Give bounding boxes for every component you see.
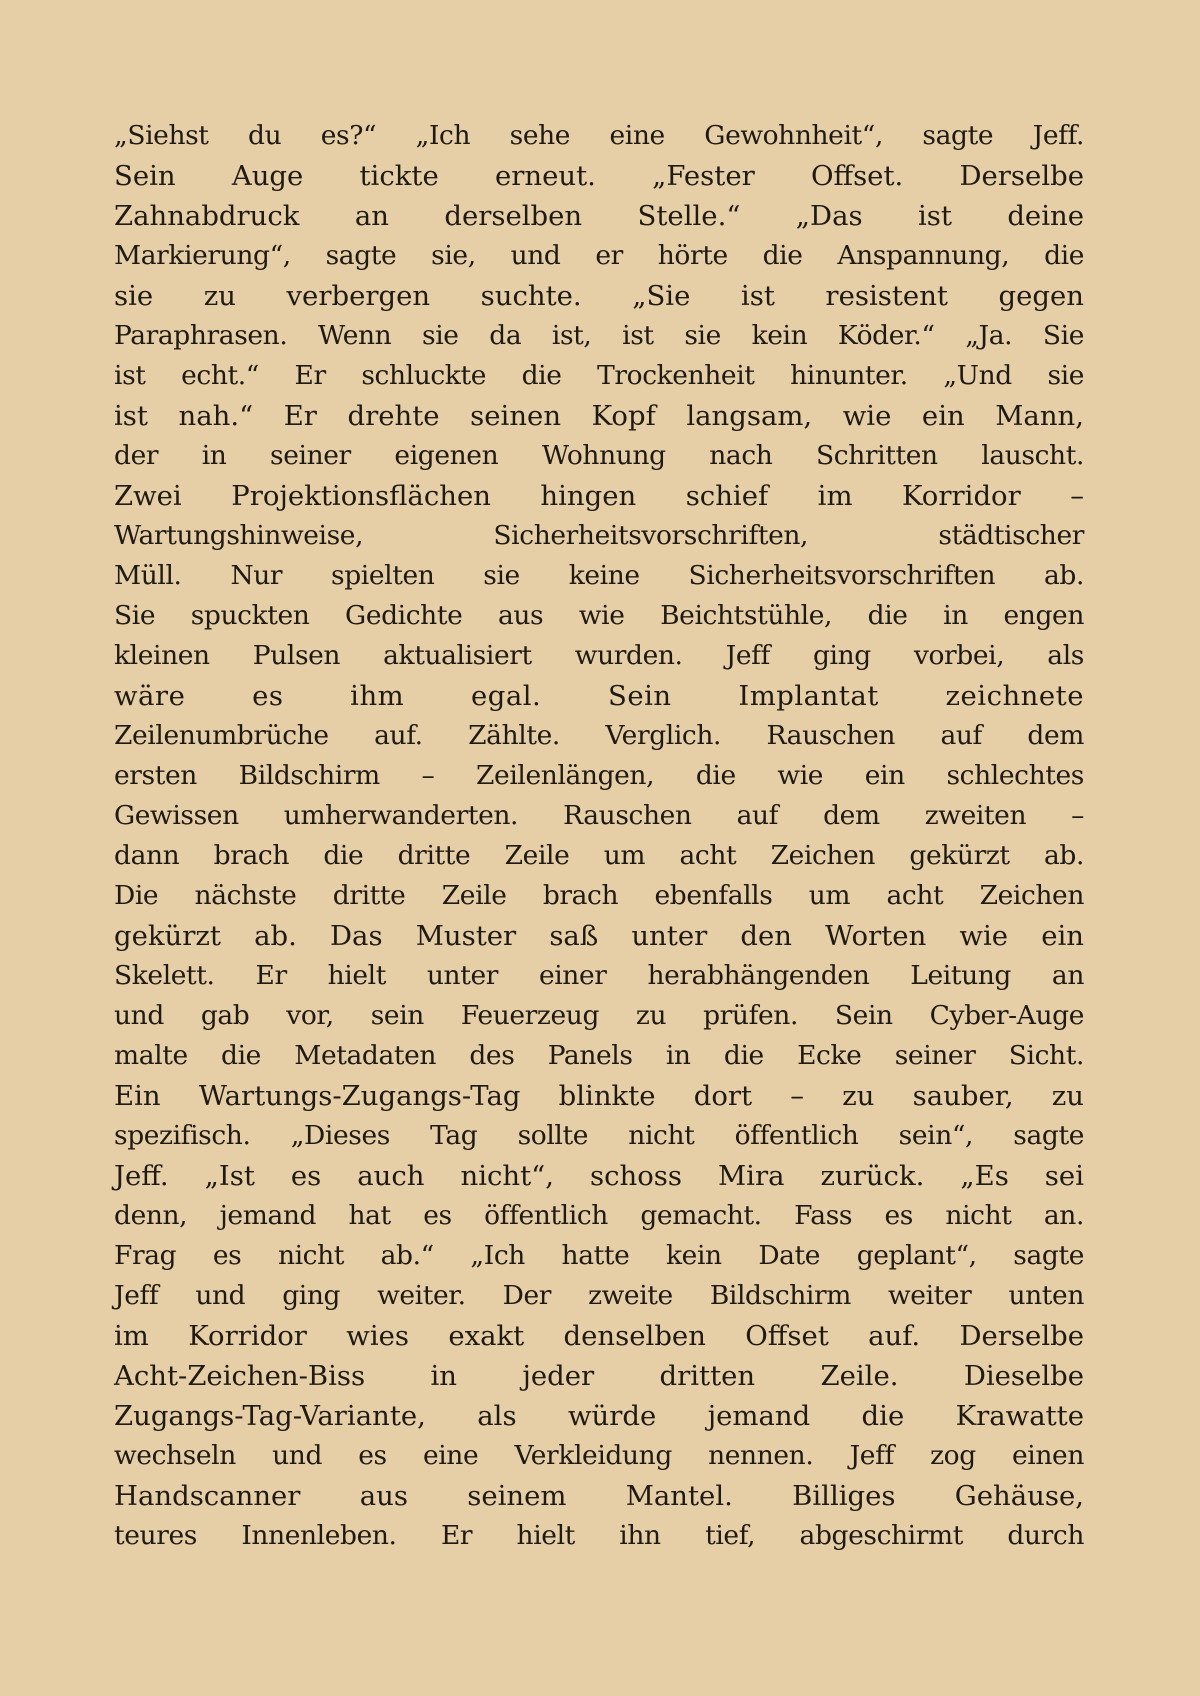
text-line: Paraphrasen. Wenn sie da ist, ist sie kein Köder.“ „Ja. Sie [114,320,1084,351]
text-line: Jeff. „Ist es auch nicht“, schoss Mira zurück. „Es sei [114,1160,1084,1192]
text-line: Sie spuckten Gedichte aus wie Beichtstühle, die in engen [114,600,1084,631]
text-line: im Korridor wies exakt denselben Offset auf. Derselbe [114,1320,1084,1352]
text-line: ist echt.“ Er schluckte die Trockenheit hinunter. „Und sie [114,360,1084,391]
text-line: Sein Auge tickte erneut. „Fester Offset. Derselbe [114,160,1084,192]
text-line: sie zu verbergen suchte. „Sie ist resistent gegen [114,280,1084,312]
text-line: Skelett. Er hielt unter einer herabhängenden Leitung an [114,960,1084,991]
text-line: Frag es nicht ab.“ „Ich hatte kein Date geplant“, sagte [114,1240,1084,1271]
text-line: Zeilenumbrüche auf. Zählte. Verglich. Rauschen auf dem [114,720,1084,751]
text-line: spezifisch. „Dieses Tag sollte nicht öffentlich sein“, sagte [114,1120,1084,1151]
text-line: wechseln und es eine Verkleidung nennen. Jeff zog einen [114,1440,1084,1471]
text-line: kleinen Pulsen aktualisiert wurden. Jeff ging vorbei, als [114,640,1084,671]
text-line: dann brach die dritte Zeile um acht Zeichen gekürzt ab. [114,840,1084,871]
text-line: Ein Wartungs-Zugangs-Tag blinkte dort – zu sauber, zu [114,1080,1084,1112]
text-line: Wartungshinweise, Sicherheitsvorschriften, städtischer [114,520,1084,551]
text-line: Gewissen umherwanderten. Rauschen auf dem zweiten – [114,800,1084,831]
text-line: Acht-Zeichen-Biss in jeder dritten Zeile. Dieselbe [114,1360,1084,1392]
text-line: Markierung“, sagte sie, und er hörte die Anspannung, die [114,240,1084,271]
text-line: und gab vor, sein Feuerzeug zu prüfen. Sein Cyber-Auge [114,1000,1084,1031]
text-line: der in seiner eigenen Wohnung nach Schritten lauscht. [114,440,1084,471]
text-line: wäre es ihm egal. Sein Implantat zeichnete [114,680,1084,712]
body-text [114,116,1084,1556]
text-line: Zwei Projektionsflächen hingen schief im Korridor – [114,480,1084,512]
text-line: teures Innenleben. Er hielt ihn tief, abgeschirmt durch [114,1520,1084,1551]
text-line: Müll. Nur spielten sie keine Sicherheitsvorschriften ab. [114,560,1084,591]
text-line: denn, jemand hat es öffentlich gemacht. Fass es nicht an. [114,1200,1084,1231]
text-line: Die nächste dritte Zeile brach ebenfalls um acht Zeichen [114,880,1084,911]
text-line: Zugangs-Tag-Variante, als würde jemand die Krawatte [114,1400,1084,1432]
text-line: Handscanner aus seinem Mantel. Billiges Gehäuse, [114,1480,1084,1512]
text-line: Jeff und ging weiter. Der zweite Bildschirm weiter unten [114,1280,1084,1311]
text-line: gekürzt ab. Das Muster saß unter den Worten wie ein [114,920,1084,952]
text-line: malte die Metadaten des Panels in die Ecke seiner Sicht. [114,1040,1084,1071]
text-line: ersten Bildschirm – Zeilenlängen, die wie ein schlechtes [114,760,1084,791]
text-line: Zahnabdruck an derselben Stelle.“ „Das ist deine [114,200,1084,232]
text-line: „Siehst du es?“ „Ich sehe eine Gewohnheit“, sagte Jeff. [114,120,1084,151]
text-line: ist nah.“ Er drehte seinen Kopf langsam, wie ein Mann, [114,400,1084,432]
